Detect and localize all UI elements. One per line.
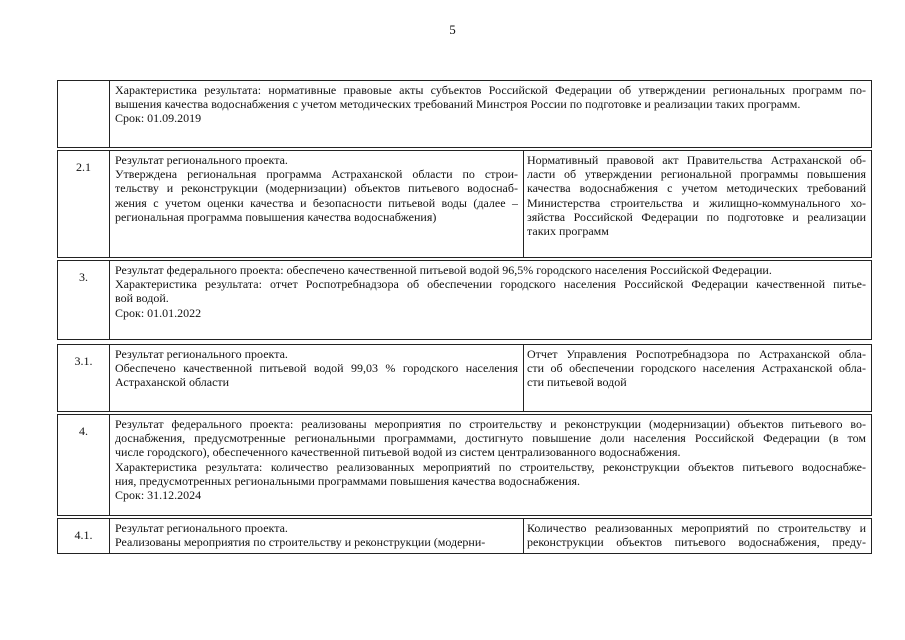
table-row [57, 518, 872, 554]
table-row [57, 150, 872, 258]
text-line: вой водой. [115, 291, 169, 306]
text-line: тельству и реконструкции (модернизации) объектов питьевого водоснаб- [115, 181, 518, 196]
text-line: таких программ [527, 223, 609, 238]
text-line: зяйства Российской Федерации по подготовке и реализации [527, 209, 866, 224]
text-line: Утверждена региональная программа Астраханской области по строи- [115, 167, 518, 182]
text-line: жения с учетом оценки качества и безопасности питьевой воды (далее – [115, 195, 518, 210]
text-line: вышения качества водоснабжения с учетом методических требований Минстроя России по подготовке и реализации таких программ. [115, 97, 801, 112]
text-line: Результат регионального проекта. [115, 521, 288, 535]
result-characteristic-cell [524, 345, 871, 411]
text-line: Обеспечено качественной питьевой водой 99,03 % городского населения [115, 361, 518, 376]
text-line: числе городского), обеспеченного качественной питьевой водой из систем централизованного водоснабжения. [115, 445, 681, 460]
table-row [57, 260, 872, 340]
text-line: Количество реализованных мероприятий по строительству и [527, 521, 866, 535]
text-line: реконструкции объектов питьевого водоснабжения, преду- [527, 535, 866, 550]
text-line: сти об обеспечении городского населения Астраханской обла- [527, 361, 866, 376]
row-number: 4.1. [58, 519, 110, 553]
text-line: Отчет Управления Роспотребнадзора по Астраханской обла- [527, 347, 866, 361]
text-line: Реализованы мероприятия по строительству и реконструкции (модерни- [115, 535, 486, 550]
text-line: Результат федерального проекта: реализованы мероприятия по строительству и реконструкции (модернизации) объектов питьевого во- [115, 417, 866, 431]
federal-result-text [110, 81, 871, 147]
text-line: ласти об утверждении региональной программы повышения [527, 167, 866, 182]
row-number [58, 81, 110, 147]
federal-result-text [110, 415, 871, 515]
text-line: Характеристика результата: количество реализованных мероприятий по строительству, реконструкции объектов питьевого водоснабже- [115, 459, 866, 474]
text-line: Нормативный правовой акт Правительства Астраханской об- [527, 153, 866, 167]
text-line: Характеристика результата: отчет Роспотребнадзора об обеспечении городского населения Российской Федерации качественной питье- [115, 277, 866, 292]
text-line: Результат регионального проекта. [115, 347, 288, 361]
text-line: Срок: 31.12.2024 [115, 487, 202, 502]
text-line: Министерства строительства и жилищно-коммунального хо- [527, 195, 866, 210]
text-line: Срок: 01.01.2022 [115, 305, 202, 320]
row-number: 3.1. [58, 345, 110, 411]
page-number: 5 [449, 22, 456, 37]
result-characteristic-cell [524, 519, 871, 553]
table-row [57, 414, 872, 516]
result-characteristic-cell [524, 151, 871, 257]
regional-result-cell [110, 151, 524, 257]
text-line: Характеристика результата: нормативные правовые акты субъектов Российской Федерации об утверждении региональных программ по- [115, 83, 866, 97]
regional-result-cell [110, 345, 524, 411]
text-line: Результат регионального проекта. [115, 153, 288, 167]
text-line: Срок: 01.09.2019 [115, 111, 202, 126]
text-line: ния, предусмотренных региональными программами повышения качества водоснабжения. [115, 473, 581, 488]
text-line: Астраханской области [115, 375, 230, 390]
text-line: доснабжения, предусмотренные региональными программами, достигнуто повышение доли населения Российской Федерации (в том [115, 431, 866, 446]
federal-result-text [110, 261, 871, 339]
row-number: 3. [58, 261, 110, 339]
table-row [57, 80, 872, 148]
row-number: 2.1 [58, 151, 110, 257]
row-number: 4. [58, 415, 110, 515]
text-line: качества водоснабжения с учетом методических требований [527, 181, 866, 196]
text-line: сти питьевой водой [527, 375, 627, 390]
text-line: региональная программа повышения качества водоснабжения) [115, 209, 437, 224]
table-row [57, 344, 872, 412]
text-line: Результат федерального проекта: обеспечено качественной питьевой водой 96,5% городского населения Российской Федерации. [115, 263, 772, 277]
regional-result-cell [110, 519, 524, 553]
